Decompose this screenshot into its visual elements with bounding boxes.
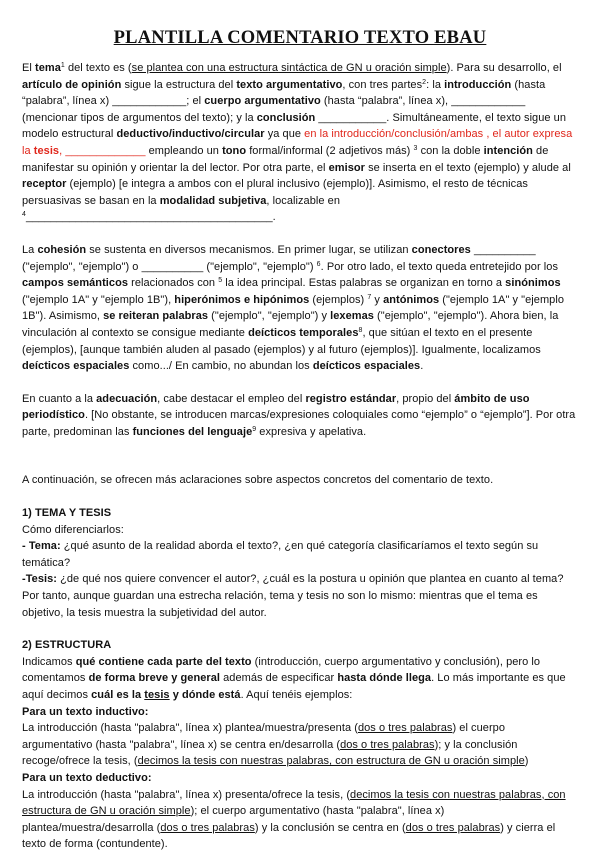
- document-page: [22, 26, 578, 853]
- page-title: PLANTILLA COMENTARIO TEXTO EBAU: [113, 28, 487, 48]
- paragraph-summary: El tema$^1$ del texto es (se plantea con una estructura sintáctica de GN u oración simple). Para su desarrollo, el artículo de opinión sigue la estructura del texto argumentativo, con tres partes$^2$: la introducción (hasta “palabra”, línea x) ____________; el cuerpo argumentativo (hasta “palabra”, línea x), ____________ (mencionar tipos de argumentos del texto); y la conclusión ___________. Simultáneamente, el texto sigue un modelo estructural deductivo/inductivo/circular ya que en la introducción/conclusión/ambas , el autor expresa la tesis, _____________ empleando un tono formal/informal (2 adjetivos más) $^3$ con la doble intención de manifestar su opinión y orientar la del lector. Por otra parte, el emisor se inserta en el texto (ejemplo) y alude al receptor (ejemplo) [e integra a ambos con el plural inclusivo (ejemplo)]. Asimismo, el resto de técnicas persuasivas se basan en la modalidad subjetiva, localizable en $^4$________________________________________.: [22, 62, 573, 224]
- spacer: [22, 456, 578, 472]
- section-heading-estructura: 2) ESTRUCTURA: [22, 639, 112, 652]
- inductivo-heading: Para un texto inductivo:: [22, 705, 149, 718]
- section-heading-tema-tesis: 1) TEMA Y TESIS: [22, 507, 112, 520]
- estructura-explanation: Indicamos qué contiene cada parte del texto (introducción, cuerpo argumentativo y conclusión), pero lo comentamos de forma breve y general además de especificar hasta dónde llega. Lo más importante es que aquí decimos cuál es la tesis y dónde está. Aquí tenéis ejemplos:: [22, 655, 566, 701]
- tesis-definition: -Tesis: ¿de qué nos quiere convencer el autor?, ¿cuál es la postura u opinión que plantea en cuanto al tema? Por tanto, aunque guardan una estrecha relación, tema y tesis no son lo mismo: mientras que el tema es objetivo, la tesis muestra la subjetividad del autor.: [22, 573, 564, 619]
- section-intro: Cómo diferenciarlos:: [22, 523, 124, 536]
- paragraph-adecuacion: En cuanto a la adecuación, cabe destacar el empleo del registro estándar, propio del ámbito de uso periodístico. [No obstante, se introducen marcas/expresiones coloquiales como “ejemplo” o “ejemplo”]. Por otra parte, predominan las funciones del lenguaje$^9$ expresiva y apelativa.: [22, 392, 576, 438]
- deductivo-heading: Para un texto deductivo:: [22, 771, 152, 784]
- tema-definition: - Tema: ¿qué asunto de la realidad aborda el texto?, ¿en qué categoría clasificaríamos el texto según su temática?: [22, 540, 539, 569]
- paragraph-intro-notes: A continuación, se ofrecen más aclaraciones sobre aspectos concretos del comentario de texto.: [22, 474, 494, 487]
- deductivo-example: La introducción (hasta "palabra", línea x) presenta/ofrece la tesis, (decimos la tesis con nuestras palabras, con estructura de GN u oración simple); el cuerpo argumentativo (hasta "palabra", línea x) plantea/muestra/desarrolla (dos o tres palabras) y la conclusión se centra en (dos o tres palabras) y cierra el texto de forma (contundente).: [22, 788, 566, 851]
- paragraph-cohesion: La cohesión se sustenta en diversos mecanismos. En primer lugar, se utilizan conectores __________ ("ejemplo", "ejemplo") o __________ ("ejemplo", "ejemplo") $^6$. Por otro lado, el texto queda entretejido por los campos semánticos relacionados con $^5$ la idea principal. Estas palabras se organizan en torno a sinónimos ("ejemplo 1A" y "ejemplo 1B"), hiperónimos e hipónimos (ejemplos) $^7$ y antónimos ("ejemplo 1A" y "ejemplo 1B"). Asimismo, se reiteran palabras ("ejemplo", "ejemplo") y lexemas ("ejemplo", "ejemplo"). Ahora bien, la vinculación al contexto se consigue mediante deícticos temporales$^8$, que sitúan el texto en el presente (ejemplos), [aunque también aluden al pasado (ejemplos) y al futuro (ejemplos)]. Igualmente, localizamos deícticos espaciales como.../ En cambio, no abundan los deícticos espaciales.: [22, 243, 564, 373]
- inductivo-example: La introducción (hasta "palabra", línea x) plantea/muestra/presenta (dos o tres palabras) el cuerpo argumentativo (hasta "palabra", línea x) se centra en/desarrolla (dos o tres palabras); y la conclusión recoge/ofrece la tesis, (decimos la tesis con nuestras palabras, con estructura de GN u oración simple): [22, 722, 529, 768]
